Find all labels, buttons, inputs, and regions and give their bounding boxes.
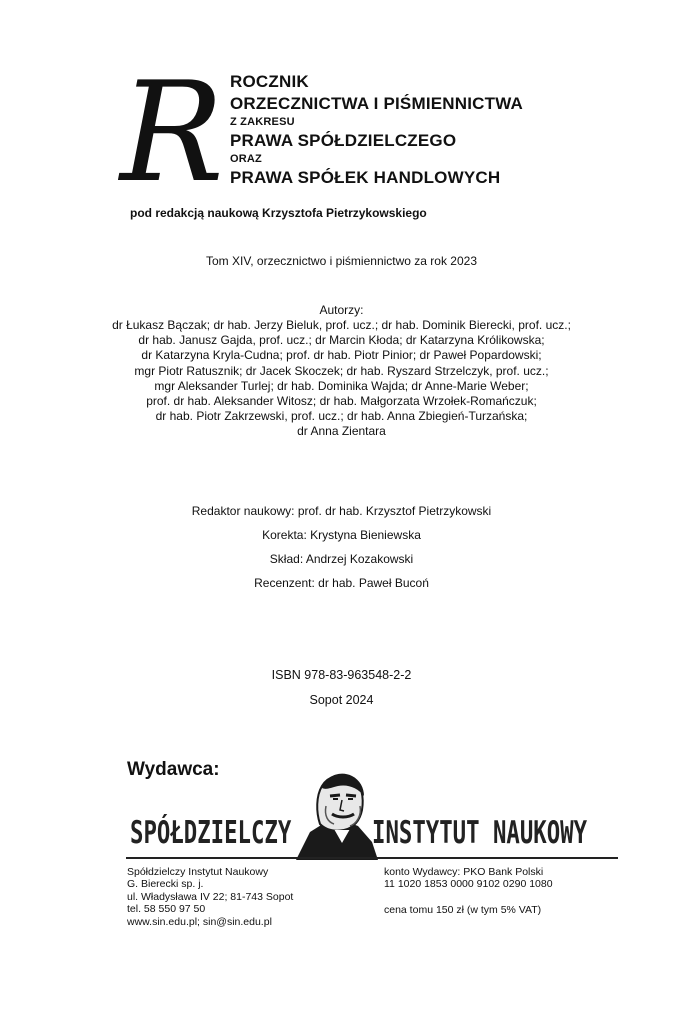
scientific-editor: Redaktor naukowy: prof. dr hab. Krzysztof Pietrzykowski xyxy=(191,504,492,518)
proofreading: Korekta: Krystyna Bieniewska xyxy=(262,528,421,542)
author-line: dr Anna Zientara xyxy=(297,424,386,439)
author-line: mgr Piotr Ratusznik; dr Jacek Skoczek; dr hab. Ryszard Strzelczyk, prof. ucz.; xyxy=(134,363,549,378)
price: cena tomu 150 zł (w tym 5% VAT) xyxy=(384,904,542,916)
address-line: ul. Władysława IV 22; 81-743 Sopot xyxy=(127,890,294,903)
author-line: dr hab. Janusz Gajda, prof. ucz.; dr Marcin Kłoda; dr Katarzyna Królikowska; xyxy=(138,333,545,348)
r-logo-letter xyxy=(118,62,228,202)
title-line-oraz: ORAZ xyxy=(230,153,262,165)
title-line-prawa-spoldzielczego: PRAWA SPÓŁDZIELCZEGO xyxy=(230,131,457,150)
svg-text:R: R xyxy=(120,62,224,202)
volume-info: Tom XIV, orzecznictwo i piśmiennictwo za rok 2023 xyxy=(205,254,477,268)
place-year: Sopot 2024 xyxy=(309,693,374,707)
isbn: ISBN 978-83-963548-2-2 xyxy=(271,668,412,682)
reviewer: Recenzent: dr hab. Paweł Bucoń xyxy=(254,576,429,590)
title-line-rocznik: ROCZNIK xyxy=(230,72,309,91)
address-line: tel. 58 550 97 50 xyxy=(127,903,206,916)
author-line: prof. dr hab. Aleksander Witosz; dr hab. Małgorzata Wrzołek-Romańczuk; xyxy=(146,394,537,409)
author-line: mgr Aleksander Turlej; dr hab. Dominika Wajda; dr Anne-Marie Weber; xyxy=(154,378,529,393)
title-line-orzecznictwa: ORZECZNICTWA I PIŚMIENNICTWA xyxy=(230,94,524,113)
address-line: G. Bierecki sp. j. xyxy=(127,878,204,891)
logo-rule xyxy=(126,857,618,859)
typesetting: Skład: Andrzej Kozakowski xyxy=(269,552,414,566)
bank-account xyxy=(384,866,553,891)
bank-line: 11 1020 1853 0000 9102 0290 1080 xyxy=(384,878,553,891)
title-line-prawa-spolek: PRAWA SPÓŁEK HANDLOWYCH xyxy=(230,168,501,187)
publisher-logo-left: SPÓŁDZIELCZY xyxy=(130,815,292,851)
address-line: www.sin.edu.pl; sin@sin.edu.pl xyxy=(127,915,272,928)
publisher-address xyxy=(127,866,293,928)
bank-line: konto Wydawcy: PKO Bank Polski xyxy=(384,866,544,878)
publisher-logo-right: INSTYTUT NAUKOWY xyxy=(372,815,588,851)
author-line: dr Katarzyna Kryla-Cudna; prof. dr hab. Piotr Pinior; dr Paweł Popardowski; xyxy=(141,348,542,363)
address-line: Spółdzielczy Instytut Naukowy xyxy=(127,866,269,878)
title-line-z-zakresu: Z ZAKRESU xyxy=(230,116,295,128)
publisher-label: Wydawca: xyxy=(127,759,220,780)
authors-list xyxy=(0,318,683,440)
author-line: dr Łukasz Bączak; dr hab. Jerzy Bieluk, prof. ucz.; dr hab. Dominik Bierecki, prof. ucz.; xyxy=(112,318,571,332)
editor-line: pod redakcją naukową Krzysztofa Pietrzykowskiego xyxy=(130,206,427,220)
portrait-logo-icon xyxy=(286,762,382,860)
authors-heading: Autorzy: xyxy=(319,303,364,317)
author-line: dr hab. Piotr Zakrzewski, prof. ucz.; dr hab. Anna Zbiegień-Turzańska; xyxy=(155,409,528,424)
